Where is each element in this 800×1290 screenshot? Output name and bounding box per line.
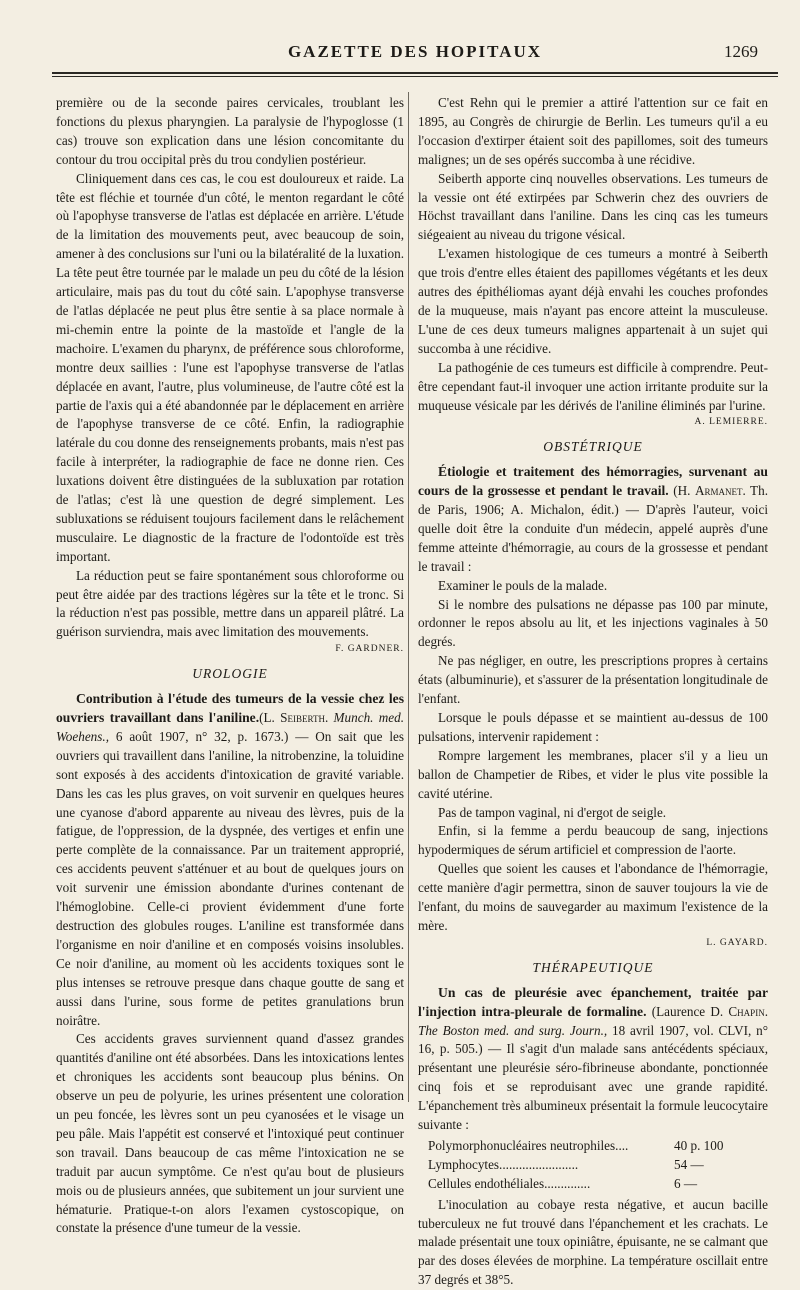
paragraph: Pas de tampon vaginal, ni d'ergot de seigle. — [438, 804, 667, 820]
author-signature: A. LEMIERRE. — [694, 417, 768, 428]
paragraph: L'inoculation au cobaye resta négative, et aucun bacille tuberculeux ne fut trouvé dans l'épanchement et les crachats. Le malade présentait une toux opiniâtre, épuisante, ne se calmant que par des doses élevées de morphine. La température oscillait entre 37 degrés et 38°5. — [418, 1196, 768, 1288]
article-reference-open: (L. — [259, 710, 281, 725]
formula-row — [428, 1156, 768, 1175]
article-paragraph — [418, 463, 768, 576]
article-author: Seiberth. — [280, 710, 329, 725]
article-body: D'après l'auteur, voici quelle doit être la conduite d'un médecin, appelé auprès d'une femme atteinte d'hémorragie, au cours de la grossesse et pendant le travail : — [418, 502, 768, 574]
paragraph: C'est Rehn qui le premier a attiré l'attention sur ce fait en 1895, au Congrès de chirurgie de Berlin. Les tumeurs qu'il a eu l'occasion d'extirper étaient soit des papillomes, soit des tumeurs malignes; un de ses opérés succomba à une récidive. — [418, 95, 768, 167]
paragraph: Quelles que soient les causes et l'abondance de l'hémorragie, cette manière d'agir permettra, sinon de sauver toujours la vie de l'enfant, du moins de sauvegarder au maximum l'existence de la mère. — [418, 861, 768, 933]
header-rule-thick — [52, 72, 778, 74]
author-signature: L. GAYARD. — [706, 937, 768, 948]
article-author: Armanet. — [694, 483, 746, 499]
author-signature: F. GARDNER. — [335, 644, 404, 655]
paragraph: Enfin, si la femme a perdu beaucoup de sang, injections hypodermiques de sérum artificiel et compression de l'aorte. — [418, 823, 768, 858]
header-rule-thin — [52, 76, 778, 77]
formula-label: Polymorphonucléaires neutrophiles.... — [428, 1137, 629, 1153]
formula-label: Cellules endothéliales.............. — [428, 1175, 591, 1191]
paragraph: Si le nombre des pulsations ne dépasse pas 100 par minute, ordonner le repos absolu au lit, et les injections vaginales à 50 degrés. — [418, 596, 768, 650]
formula-label: Lymphocytes........................ — [428, 1156, 579, 1172]
paragraph: La réduction peut se faire spontanément sous chloroforme ou peut être aidée par des tractions légères sur la tête et le tronc. Si la réduction n'est pas possible, mettre dans un appareil plâtré. La guérison surviendra, mais avec limitation des mouvements. — [56, 567, 404, 640]
formula-row — [428, 1137, 768, 1156]
formula-row — [428, 1175, 768, 1194]
paragraph: Rompre largement les membranes, placer s'il y a lieu un ballon de Champetier de Ribes, et vider le plus vite possible la cavité utérine. — [418, 747, 768, 801]
article-title: Contribution à l'étude des tumeurs de la vessie chez les ouvriers travaillant dans l'aniline. — [56, 691, 404, 725]
article-body: On sait que les ouvriers qui travaillent dans l'aniline, la nitrobenzine, la toluidine sont exposés à des accidents d'intoxication de gravité variable. Dans les cas les plus graves, on voit survenir en quelques heures une cyanose d'abord apparente au niveau des lèvres, puis de la fatigue, de l'oppression, de la dyspnée, des vertiges et enfin une perte complète de la connaissance. Par un traitement approprié, ces accidents peuvent s'atténuer et au bout de quelques jours on voit survenir une émission abondante d'urines contenant de l'hémoglobine. Celle-ci provient évidemment d'une forte destruction des globules rouges. L'aniline est transformée dans l'organisme en noir d'aniline et en composés voisins insolubles. Ce noir d'aniline, au moment où les accidents toxiques sont le plus intenses se retrouve presque dans chaque goutte de sang et aussi dans l'urine, sous forme de petites granulations brun noirâtre. — [56, 728, 405, 1028]
paragraph: L'examen histologique de ces tumeurs a montré à Seiberth que trois d'entre elles étaient des papillomes végétants et les deux autres des épithéliomas ayant déjà envahi les couches profondes de la muqueuse, mais n'ayant pas encore atteint la musculeuse. L'une de ces deux tumeurs malignes appartenait à un sujet qui succomba à une récidive. — [418, 246, 768, 356]
article-paragraph — [418, 984, 768, 1135]
right-column — [418, 94, 768, 1290]
paragraph: Lorsque le pouls dépasse et se maintient au-dessus de 100 pulsations, intervenir rapidement : — [418, 710, 768, 744]
formula-value: 6 — — [674, 1175, 698, 1191]
article-title: Un cas de pleurésie avec épanchement, traitée par l'injection intra-pleurale de formaline. — [418, 984, 768, 1019]
leucocyte-formula-table — [428, 1137, 768, 1194]
paragraph: La pathogénie de ces tumeurs est difficile à comprendre. Peut-être cependant faut-il invoquer une action irritante produite sur la muqueuse vésicale par les dérivés de l'aniline éliminés par l'urine. — [418, 359, 768, 413]
formula-value: 54 — — [674, 1156, 704, 1172]
article-paragraph — [56, 690, 404, 1030]
formula-value: 40 p. 100 — [674, 1137, 724, 1153]
page-number: 1269 — [724, 42, 758, 61]
section-heading-urologie: UROLOGIE — [192, 666, 268, 682]
paragraph: Ne pas négliger, en outre, les prescriptions propres à certains états (albuminurie), et s'assurer de la présentation longitudinale de l'enfant. — [418, 653, 768, 707]
paragraph: Ces accidents graves surviennent quand d'assez grandes quantités d'aniline ont été absorbées. Dans les intoxications lentes et chroniques les accidents sont beaucoup plus bénins. On observe un peu de polyurie, les urines présentent une coloration un peu foncée, les lèvres sont un peu cyanosées et le visage un peu pâle. Mais l'appétit est conservé et l'intoxiqué peut continuer son travail. Dans beaucoup de cas même l'intoxication ne se traduit par aucun symptôme. Ce n'est qu'au bout de plusieurs mois ou de plusieurs années, que subitement un jour survient une hématurie. Pratique-t-on alors l'examen cystoscopique, on constate la présence d'une tumeur de la vessie. — [56, 1031, 404, 1236]
section-heading-obstetrique: OBSTÉTRIQUE — [543, 439, 643, 455]
article-reference-close: 6 août 1907, n° 32, p. 1673.) — — [109, 728, 316, 744]
column-divider — [408, 92, 409, 1102]
running-title: GAZETTE DES HOPITAUX — [287, 42, 543, 61]
article-reference-close: 18 avril 1907, vol. CLVI, n° 16, p. 505.) — — [418, 1022, 768, 1057]
section-heading-therapeutique: THÉRAPEUTIQUE — [532, 959, 654, 975]
paragraph: Cliniquement dans ces cas, le cou est douloureux et raide. La tête est fléchie et tournée d'un côté, le menton regardant le côté où l'apophyse transverse de l'atlas est déplacée en arrière. L'étude de la limitation des mouvements peut, avec beaucoup de soin, amener à des conclusions sur l'uni ou la bilatéralité de la luxation. La tête peut être tournée par le malade un peu du côté de la lésion articulaire, mais pas du tout du côté sain. L'apophyse transverse de l'atlas déplacée ne peut plus être sentie à sa place normale à mi-chemin entre la pointe de la mastoïde et l'angle de la machoire. L'examen du pharynx, de préférence sous chloroforme, montre deux saillies : l'une est l'apophyse transverse de l'atlas déplacée en avant, l'autre, plus volumineuse, de l'autre côté est la partie de l'axis qui a été abandonnée par le déplacement en arrière de l'apophyse transverse de ce côté. Enfin, la radiographie latérale du cou donne des renseignements probants, mais n'est pas facile à interpréter, la radiographie de face ne donne rien. Ces luxations doivent être distinguées de la subluxation par rotation de l'atlas; c'est là une question de degré simplement. Les subluxations se réduisent toujours facilement dans le relâchement musculaire. Le diagnostic de la fracture de l'odontoïde est très important. — [56, 170, 404, 564]
paragraph: première ou de la seconde paires cervicales, troublant les fonctions du plexus pharyngien. La paralysie de l'hypoglosse (1 cas) trouve son explication dans une lésion concomitante du contour du trou occipital près du trou condylien postérieur. — [56, 95, 404, 167]
article-reference-close: Th. de Paris, 1906; A. Michalon, édit.) — — [418, 483, 768, 518]
article-reference-open: (Laurence D. — [646, 1003, 729, 1019]
paragraph: Examiner le pouls de la malade. — [438, 577, 608, 593]
article-body: Il s'agit d'un malade sans antécédents spéciaux, présentant une pleurésie séro-fibrineuse abondante, ponctionnée cinq fois et se reproduisant avec une grande rapidité. L'épanchement très albumineux présentait la formule leucocytaire suivante : — [418, 1041, 768, 1133]
article-journal: Munch. med. Woehens., — [56, 710, 405, 744]
article-title: Étiologie et traitement des hémorragies, survenant au cours de la grossesse et pendant le travail. — [418, 464, 768, 499]
article-reference-open: (H. — [668, 483, 695, 499]
paragraph: Seiberth apporte cinq nouvelles observations. Les tumeurs de la vessie ont été extirpées par Schwerin chez des ouvriers de Höchst travaillant dans l'aniline. Dans les cinq cas les tumeurs siégeaient au niveau du trigone vésical. — [418, 170, 768, 243]
article-journal: The Boston med. and surg. Journ., — [418, 1022, 608, 1038]
article-author: Chapin. — [728, 1003, 768, 1019]
left-column — [56, 94, 404, 1238]
